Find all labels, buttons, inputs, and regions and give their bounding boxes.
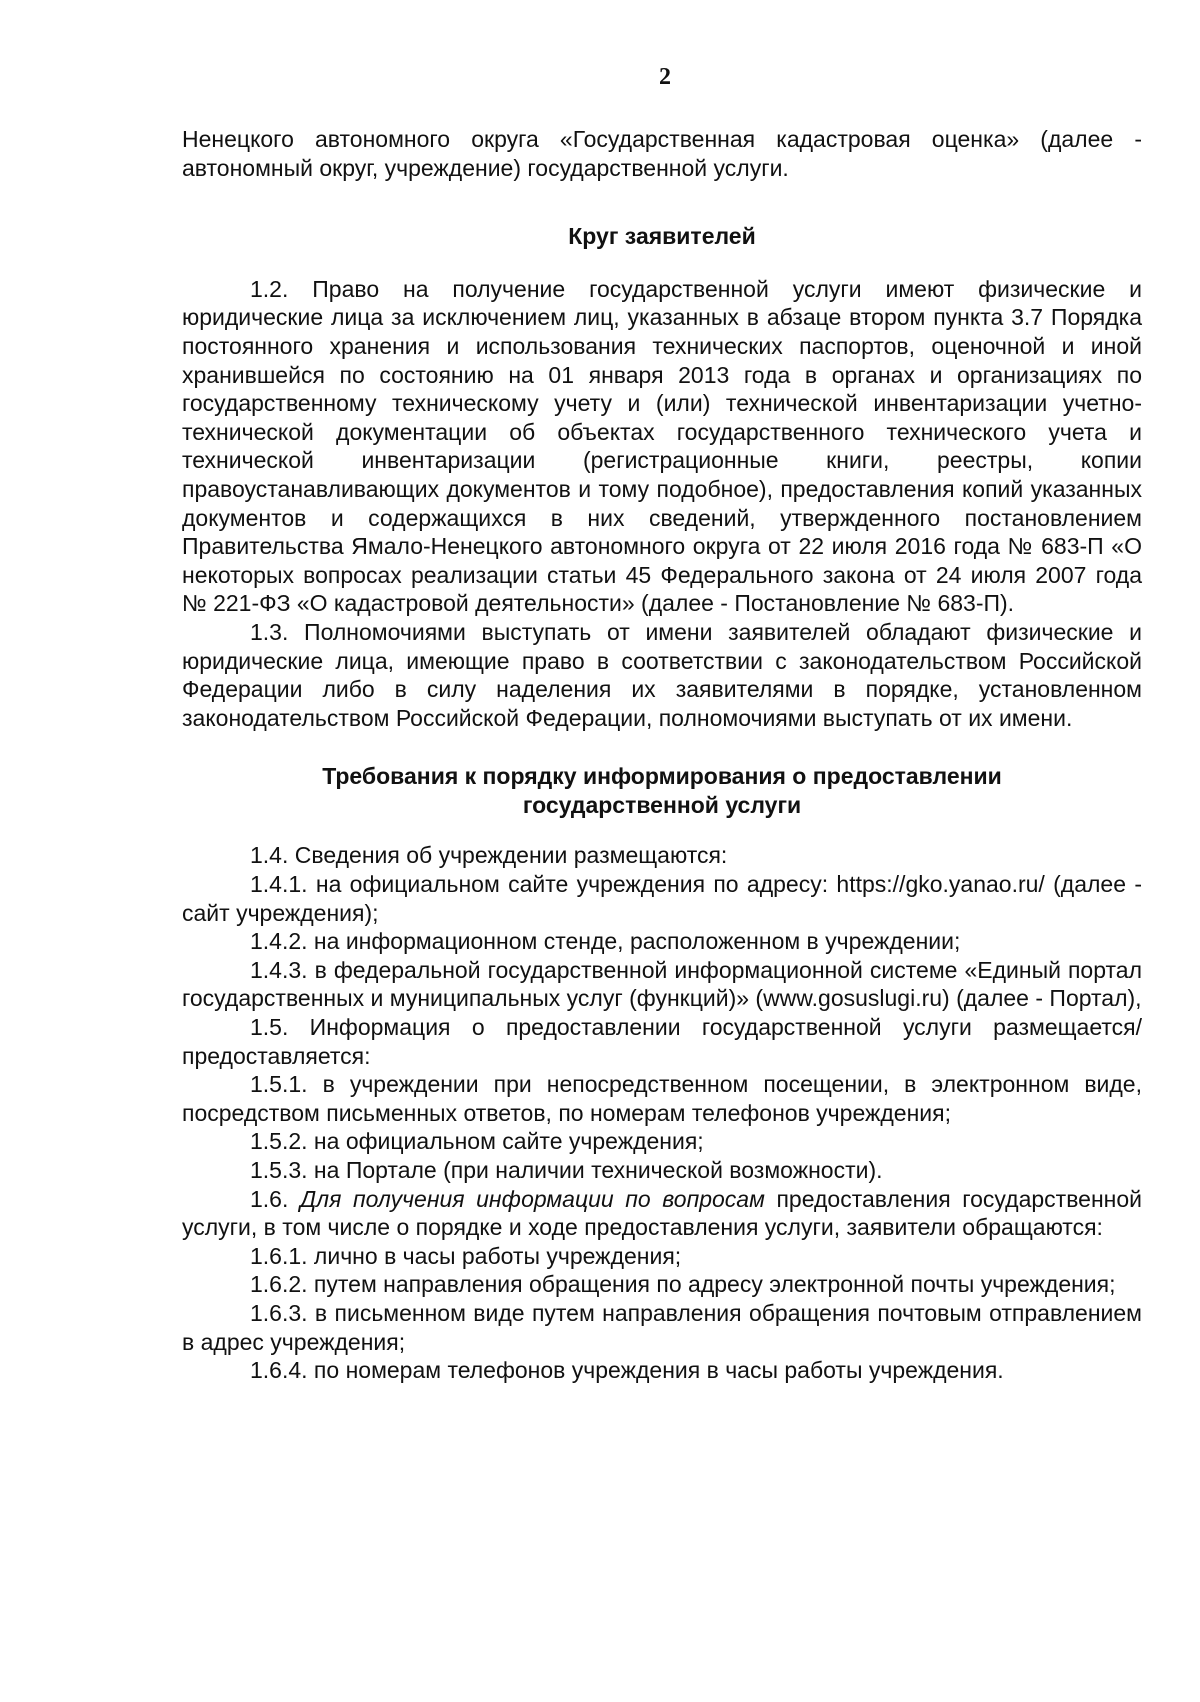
paragraph-1-4-1: 1.4.1. на официальном сайте учреждения по адресу: https://gko.yanao.ru/ (далее - сайт учреждения);	[182, 871, 1142, 926]
heading-requirements-line-2: государственной услуги	[522, 791, 802, 818]
document-body	[182, 125, 1142, 1385]
paragraph-1-6-1: 1.6.1. лично в часы работы учреждения;	[250, 1242, 682, 1269]
paragraph-1-3: 1.3. Полномочиями выступать от имени заявителей обладают физические и юридические лица, имеющие право в соответствии с законодательством Российской Федерации либо в силу наделения их заявителями в порядке, установленном законодательством Российской Федерации, полномочиями выступать от их имени.	[182, 618, 1142, 731]
paragraph-1-5-2: 1.5.2. на официальном сайте учреждения;	[250, 1128, 704, 1155]
paragraph-1-6-italic: Для получения информации по вопросам	[299, 1185, 765, 1212]
paragraph-1-6	[182, 1185, 1142, 1242]
paragraph-1-4-2: 1.4.2. на информационном стенде, расположенном в учреждении;	[250, 928, 961, 955]
paragraph-1-6-3: 1.6.3. в письменном виде путем направления обращения почтовым отправлением в адрес учреждения;	[182, 1299, 1142, 1355]
paragraph-1-6-4: 1.6.4. по номерам телефонов учреждения в часы работы учреждения.	[250, 1357, 1004, 1384]
paragraph-1-6-2: 1.6.2. путем направления обращения по адресу электронной почты учреждения;	[250, 1271, 1116, 1298]
paragraph-1-4: 1.4. Сведения об учреждении размещаются:	[250, 842, 728, 869]
paragraph-1-5-1: 1.5.1. в учреждении при непосредственном посещении, в электронном виде, посредством письменных ответов, по номерам телефонов учреждения;	[182, 1071, 1142, 1126]
heading-applicants: Круг заявителей	[568, 223, 756, 250]
intro-paragraph: Ненецкого автономного округа «Государственная кадастровая оценка» (далее - автономный округ, учреждение) государственной услуги.	[182, 126, 1142, 181]
paragraph-1-4-3: 1.4.3. в федеральной государственной информационной системе «Единый портал государственных и муниципальных услуг (функций)» (www.gosuslugi.ru) (далее - Портал),	[182, 956, 1142, 1012]
paragraph-1-5: 1.5. Информация о предоставлении государственной услуги размещается/предоставляется:	[182, 1014, 1142, 1069]
paragraph-1-5-3: 1.5.3. на Портале (при наличии технической возможности).	[250, 1157, 883, 1183]
heading-requirements	[182, 762, 1142, 819]
heading-requirements-line-1: Требования к порядку информирования о предоставлении	[322, 763, 1002, 790]
page-number: 2	[659, 64, 671, 90]
paragraph-1-2: 1.2. Право на получение государственной услуги имеют физические и юридические лица за исключением лиц, указанных в абзаце втором пункта 3.7 Порядка постоянного хранения и использования технических паспортов, оценочной и иной хранившейся по состоянию на 01 января 2013 года в органах и организациях по государственному техническому учету и (или) технической инвентаризации учетно-технической документации об объектах государственного технического учета и технической инвентаризации (регистрационные книги, реестры, копии правоустанавливающих документов и тому подобное), предоставления копий указанных документов и содержащихся в них сведений, утвержденного постановлением Правительства Ямало-Ненецкого автономного округа от 22 июля 2016 года № 683-П «О некоторых вопросах реализации статьи 45 Федерального закона от 24 июля 2007 года № 221-ФЗ «О кадастровой деятельности» (далее - Постановление № 683-П).	[182, 275, 1142, 617]
paragraph-1-6-number: 1.6.	[250, 1185, 289, 1212]
paragraph-1-6-rest: предоставления государственной услуги, в том числе о порядке и ходе предоставления услуги, заявители обращаются:	[182, 1185, 1142, 1241]
